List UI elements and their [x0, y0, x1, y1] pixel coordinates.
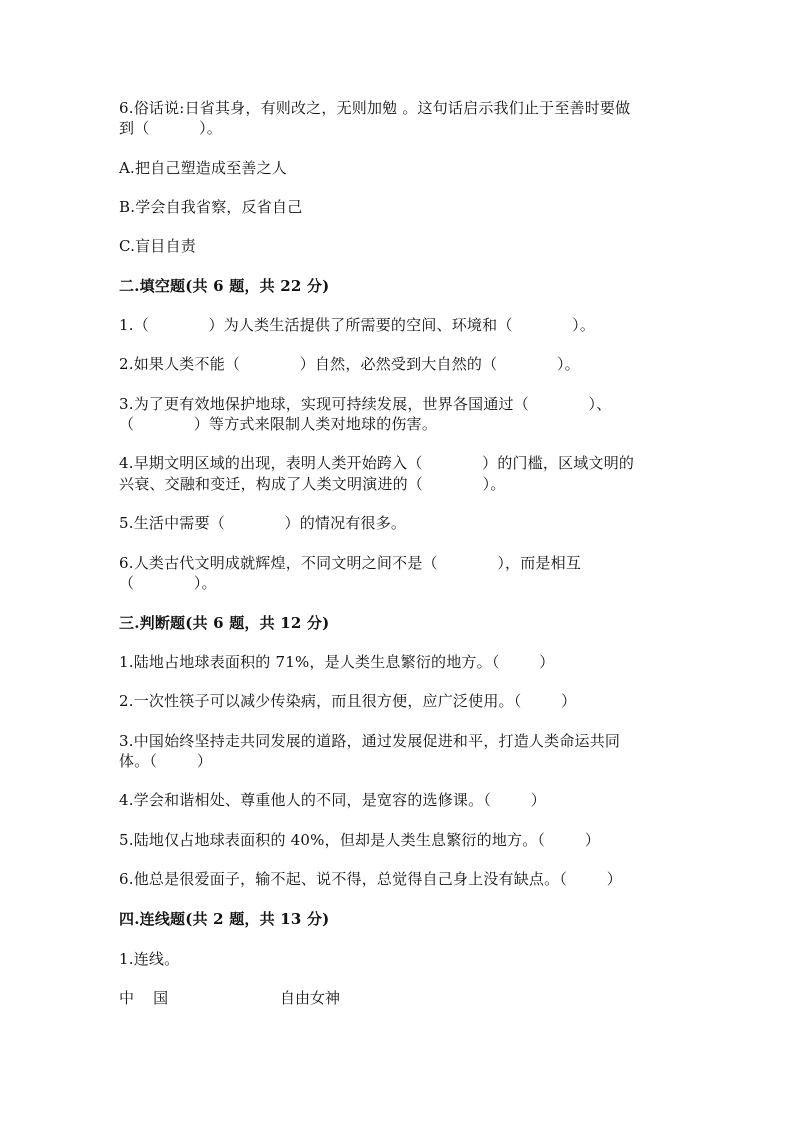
- fill-question-6-line-1: 6.人类古代文明成就辉煌，不同文明之间不是（ ），而是相互: [119, 554, 582, 572]
- judge-question-5: 5.陆地仅占地球表面积的 40%，但却是人类生息繁衍的地方。（ ）: [119, 831, 601, 849]
- fill-question-6-line-2: （ ）。: [119, 574, 217, 592]
- fill-question-3-line-2: （ ）等方式来限制人类对地球的伤害。: [119, 415, 438, 433]
- option-b: B.学会自我省察，反省自己: [119, 198, 303, 216]
- fill-question-4-line-2: 兴衰、交融和变迁，构成了人类文明演进的（ ）。: [119, 475, 506, 493]
- fill-question-3-line-1: 3.为了更有效地保护地球，实现可持续发展，世界各国通过（ ）、: [119, 395, 612, 413]
- judge-question-2: 2.一次性筷子可以减少传染病，而且很方便，应广泛使用。（ ）: [119, 692, 577, 710]
- option-c: C.盲目自责: [119, 237, 196, 255]
- match-right-item: 自由女神: [280, 989, 341, 1007]
- judge-section-heading: 三.判断题(共 6 题，共 12 分): [119, 614, 330, 632]
- judge-question-4: 4.学会和谐相处、尊重他人的不同，是宽容的选修课。（ ）: [119, 791, 546, 809]
- match-left-item: 中 国: [119, 989, 169, 1007]
- fill-section-heading: 二.填空题(共 6 题，共 22 分): [119, 277, 330, 295]
- judge-question-6: 6.他总是很爱面子，输不起、说不得，总觉得自己身上没有缺点。（ ）: [119, 870, 622, 888]
- fill-question-1: 1.（ ）为人类生活提供了所需要的空间、环境和（ ）。: [119, 316, 596, 334]
- question-6-stem-line-1: 6.俗话说:日省其身，有则改之，无则加勉 。这句话启示我们止于至善时要做: [119, 99, 631, 117]
- judge-question-3-line-1: 3.中国始终坚持走共同发展的道路，通过发展促进和平，打造人类命运共同: [119, 732, 621, 750]
- judge-question-3-line-2: 体。（ ）: [119, 752, 213, 770]
- fill-question-2: 2.如果人类不能（ ）自然，必然受到大自然的（ ）。: [119, 355, 580, 373]
- match-section-heading: 四.连线题(共 2 题，共 13 分): [119, 910, 330, 928]
- judge-question-1: 1.陆地占地球表面积的 71%，是人类生息繁衍的地方。（ ）: [119, 653, 555, 671]
- question-6-stem-line-2: 到（ ）。: [119, 119, 222, 137]
- option-a: A.把自己塑造成至善之人: [119, 159, 288, 177]
- fill-question-5: 5.生活中需要（ ）的情况有很多。: [119, 514, 407, 532]
- match-question-1: 1.连线。: [119, 950, 180, 968]
- fill-question-4-line-1: 4.早期文明区域的出现，表明人类开始跨入（ ）的门槛，区域文明的: [119, 454, 635, 472]
